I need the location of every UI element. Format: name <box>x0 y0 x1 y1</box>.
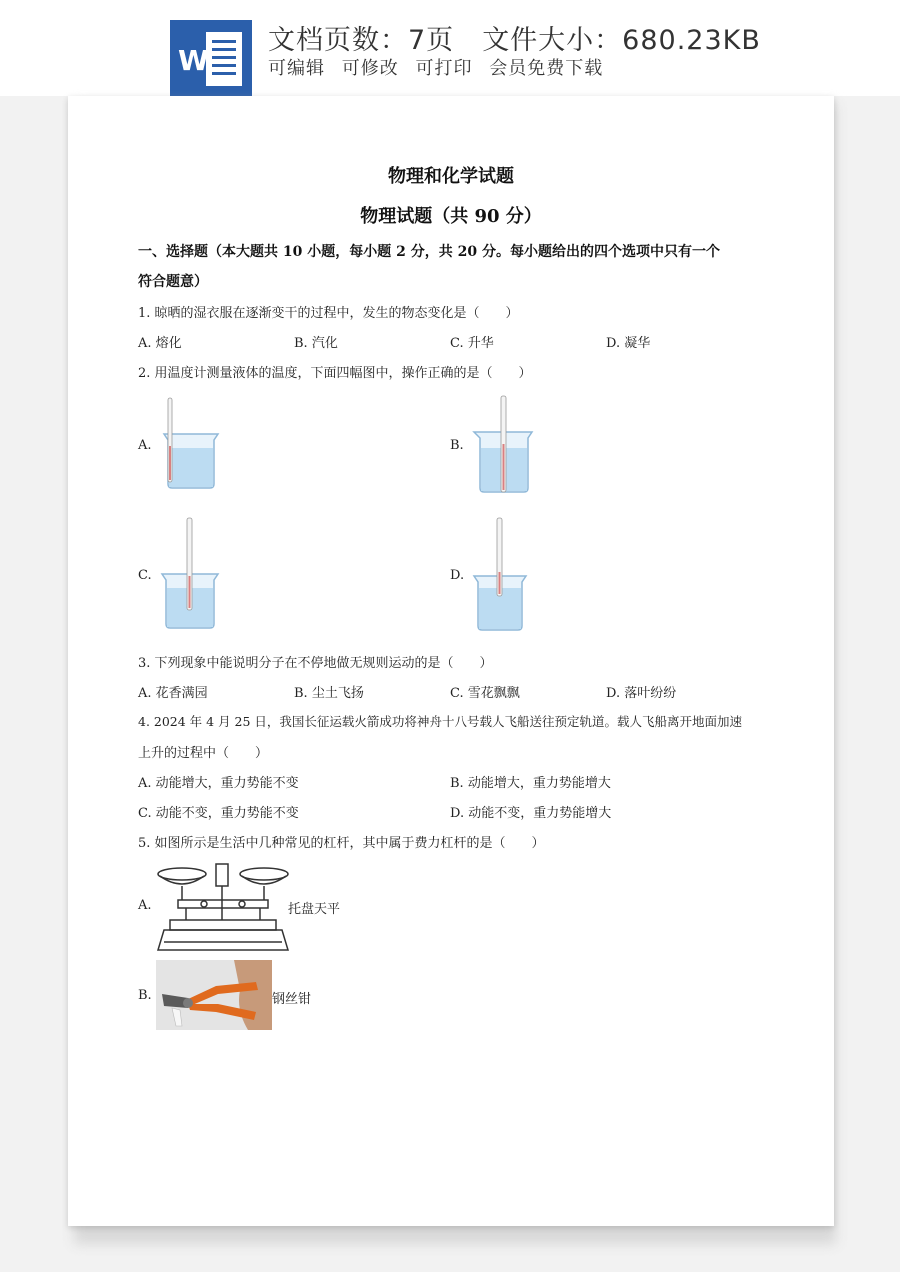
page-count: 文档页数：7页 <box>268 25 455 56</box>
q3-option-a: A. 花香满园 <box>138 686 208 701</box>
word-document-icon <box>170 20 252 96</box>
q4-option-a: A. 动能增大，重力势能不变 <box>138 776 299 791</box>
q1-option-a: A. 熔化 <box>138 336 182 351</box>
section-heading-line2: 符合题意） <box>138 274 208 290</box>
file-size: 文件大小：680.23KB <box>482 25 761 56</box>
q2-label-c: C. <box>138 568 152 583</box>
tray-balance-figure <box>156 860 290 954</box>
feature-list <box>268 54 613 80</box>
beaker-thermometer-d-figure <box>472 516 528 634</box>
question-5: 5. 如图所示是生活中几种常见的杠杆，其中属于费力杠杆的是（ ） <box>138 836 545 851</box>
q2-label-a: A. <box>138 438 152 453</box>
question-3: 3. 下列现象中能说明分子在不停地做无规则运动的是（ ） <box>138 656 493 671</box>
q1-option-d: D. 凝华 <box>606 336 651 351</box>
feature-printable: 可打印 <box>415 58 473 79</box>
question-4-line1: 4. 2024 年 4 月 25 日，我国长征运载火箭成功将神舟十八号载人飞船送往预定轨道。载人飞船离开地面加速 <box>138 714 742 729</box>
wire-pliers-photo <box>156 960 272 1030</box>
document-subtitle: 物理试题（共 90 分） <box>360 206 542 227</box>
q4-option-b: B. 动能增大，重力势能增大 <box>450 776 611 791</box>
q4-option-d: D. 动能不变，重力势能增大 <box>450 806 612 821</box>
q3-option-b: B. 尘土飞扬 <box>294 686 364 701</box>
q4-option-c: C. 动能不变，重力势能不变 <box>138 806 299 821</box>
feature-member-download: 会员免费下载 <box>489 58 604 79</box>
feature-editable: 可编辑 <box>268 58 325 79</box>
q2-label-b: B. <box>450 438 464 453</box>
beaker-thermometer-a-figure <box>158 396 228 492</box>
word-icon-letter: W <box>178 44 209 77</box>
question-2: 2. 用温度计测量液体的温度，下面四幅图中，操作正确的是（ ） <box>138 366 532 381</box>
header-banner <box>0 0 900 96</box>
q1-option-b: B. 汽化 <box>294 336 338 351</box>
q5-caption-b: 钢丝钳 <box>272 992 312 1007</box>
q5-label-b: B. <box>138 988 152 1003</box>
file-info <box>268 18 761 57</box>
document-page <box>68 96 834 1226</box>
question-1: 1. 晾晒的湿衣服在逐渐变干的过程中，发生的物态变化是（ ） <box>138 306 519 321</box>
feature-modifiable: 可修改 <box>341 58 399 79</box>
question-4-line2: 上升的过程中（ ） <box>138 746 269 761</box>
q5-label-a: A. <box>138 898 152 913</box>
q3-option-d: D. 落叶纷纷 <box>606 686 677 701</box>
q1-option-c: C. 升华 <box>450 336 494 351</box>
q2-label-d: D. <box>450 568 465 583</box>
section-heading-line1: 一、选择题（本大题共 10 小题，每小题 2 分，共 20 分。每小题给出的四个选项中只有一个 <box>138 244 720 260</box>
beaker-thermometer-c-figure <box>160 516 220 634</box>
document-title: 物理和化学试题 <box>388 166 514 187</box>
q3-option-c: C. 雪花飘飘 <box>450 686 520 701</box>
q5-caption-a: 托盘天平 <box>288 902 341 917</box>
beaker-thermometer-b-figure <box>468 394 540 496</box>
